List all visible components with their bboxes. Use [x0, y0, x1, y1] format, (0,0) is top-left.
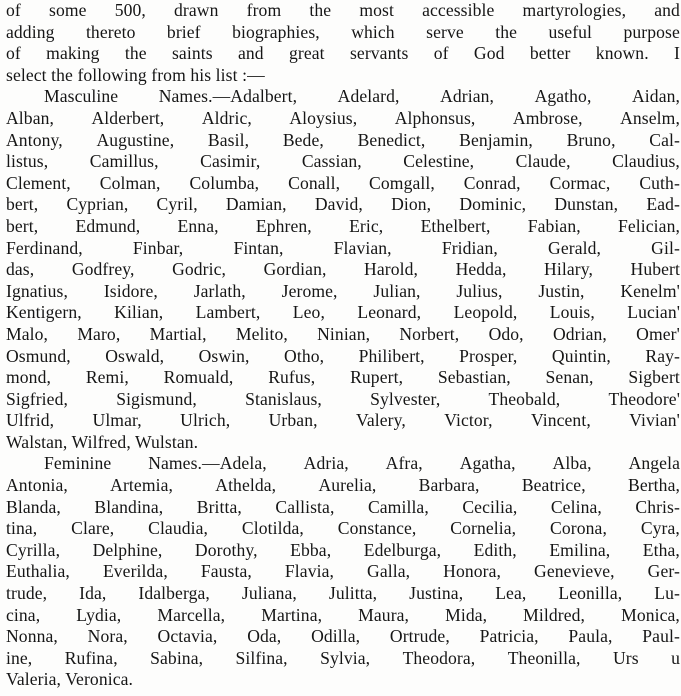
text-line: Walstan, Wilfred, Wulstan. [6, 431, 199, 452]
text-line: select the following from his list :— [6, 64, 265, 85]
text-line: adding thereto brief biographies, which serve the useful purpose [6, 21, 680, 42]
text-line: Antony, Augustine, Basil, Bede, Benedict, Benjamin, Bruno, Cal- [6, 129, 680, 150]
text-line: Valeria, Veronica. [6, 669, 134, 690]
text-line: trude, Ida, Idalberga, Juliana, Julitta, Justina, Lea, Leonilla, Lu- [6, 583, 680, 604]
text-line: Cyrilla, Delphine, Dorothy, Ebba, Edelburga, Edith, Emilina, Etha, [6, 539, 680, 560]
paragraph-feminine [6, 453, 680, 691]
article-text [6, 0, 680, 691]
text-line: of making the saints and great servants of God better known. I [6, 43, 680, 64]
text-line: das, Godfrey, Godric, Gordian, Harold, Hedda, Hilary, Hubert [6, 259, 680, 280]
paragraph-masculine [6, 86, 680, 453]
text-line: Malo, Maro, Martial, Melito, Ninian, Norbert, Odo, Odrian, Omer' [6, 323, 680, 344]
text-line: Alban, Alderbert, Aldric, Aloysius, Alphonsus, Ambrose, Anselm, [6, 107, 680, 128]
text-line: tina, Clare, Claudia, Clotilda, Constance, Cornelia, Corona, Cyra, [6, 518, 680, 539]
text-line: Ignatius, Isidore, Jarlath, Jerome, Julian, Julius, Justin, Kenelm' [6, 280, 680, 301]
text-line: bert, Edmund, Enna, Ephren, Eric, Ethelbert, Fabian, Felician, [6, 215, 680, 236]
text-line: Sigfried, Sigismund, Stanislaus, Sylvester, Theobald, Theodore' [6, 388, 680, 409]
text-line: Euthalia, Everilda, Fausta, Flavia, Galla, Honora, Genevieve, Ger- [6, 561, 680, 582]
text-line: bert, Cyprian, Cyril, Damian, David, Dion, Dominic, Dunstan, Ead- [6, 194, 680, 215]
text-line: of some 500, drawn from the most accessible martyrologies, and [6, 0, 680, 20]
text-line: Ulfrid, Ulmar, Ulrich, Urban, Valery, Victor, Vincent, Vivian' [6, 410, 680, 431]
text-line: listus, Camillus, Casimir, Cassian, Celestine, Claude, Claudius, [6, 151, 680, 172]
text-line: Ferdinand, Finbar, Fintan, Flavian, Fridian, Gerald, Gil- [6, 237, 680, 258]
text-line: Antonia, Artemia, Athelda, Aurelia, Barbara, Beatrice, Bertha, [6, 475, 680, 496]
text-line: Nonna, Nora, Octavia, Oda, Odilla, Ortrude, Patricia, Paula, Paul- [6, 626, 680, 647]
paragraph-intro [6, 0, 680, 86]
text-line: ine, Rufina, Sabina, Silfina, Sylvia, Theodora, Theonilla, Urs u [6, 647, 680, 668]
text-line: cina, Lydia, Marcella, Martina, Maura, Mida, Mildred, Monica, [6, 604, 680, 625]
text-line: mond, Remi, Romuald, Rufus, Rupert, Sebastian, Senan, Sigbert [6, 367, 680, 388]
text-line: Feminine Names.—Adela, Adria, Afra, Agatha, Alba, Angela [44, 453, 680, 474]
text-line: Masculine Names.—Adalbert, Adelard, Adrian, Agatho, Aidan, [44, 86, 680, 107]
text-line: Blanda, Blandina, Britta, Callista, Camilla, Cecilia, Celina, Chris- [6, 496, 680, 517]
text-line: Osmund, Oswald, Oswin, Otho, Philibert, Prosper, Quintin, Ray- [6, 345, 680, 366]
text-line: Clement, Colman, Columba, Conall, Comgall, Conrad, Cormac, Cuth- [6, 172, 680, 193]
text-line: Kentigern, Kilian, Lambert, Leo, Leonard, Leopold, Louis, Lucian' [6, 302, 680, 323]
